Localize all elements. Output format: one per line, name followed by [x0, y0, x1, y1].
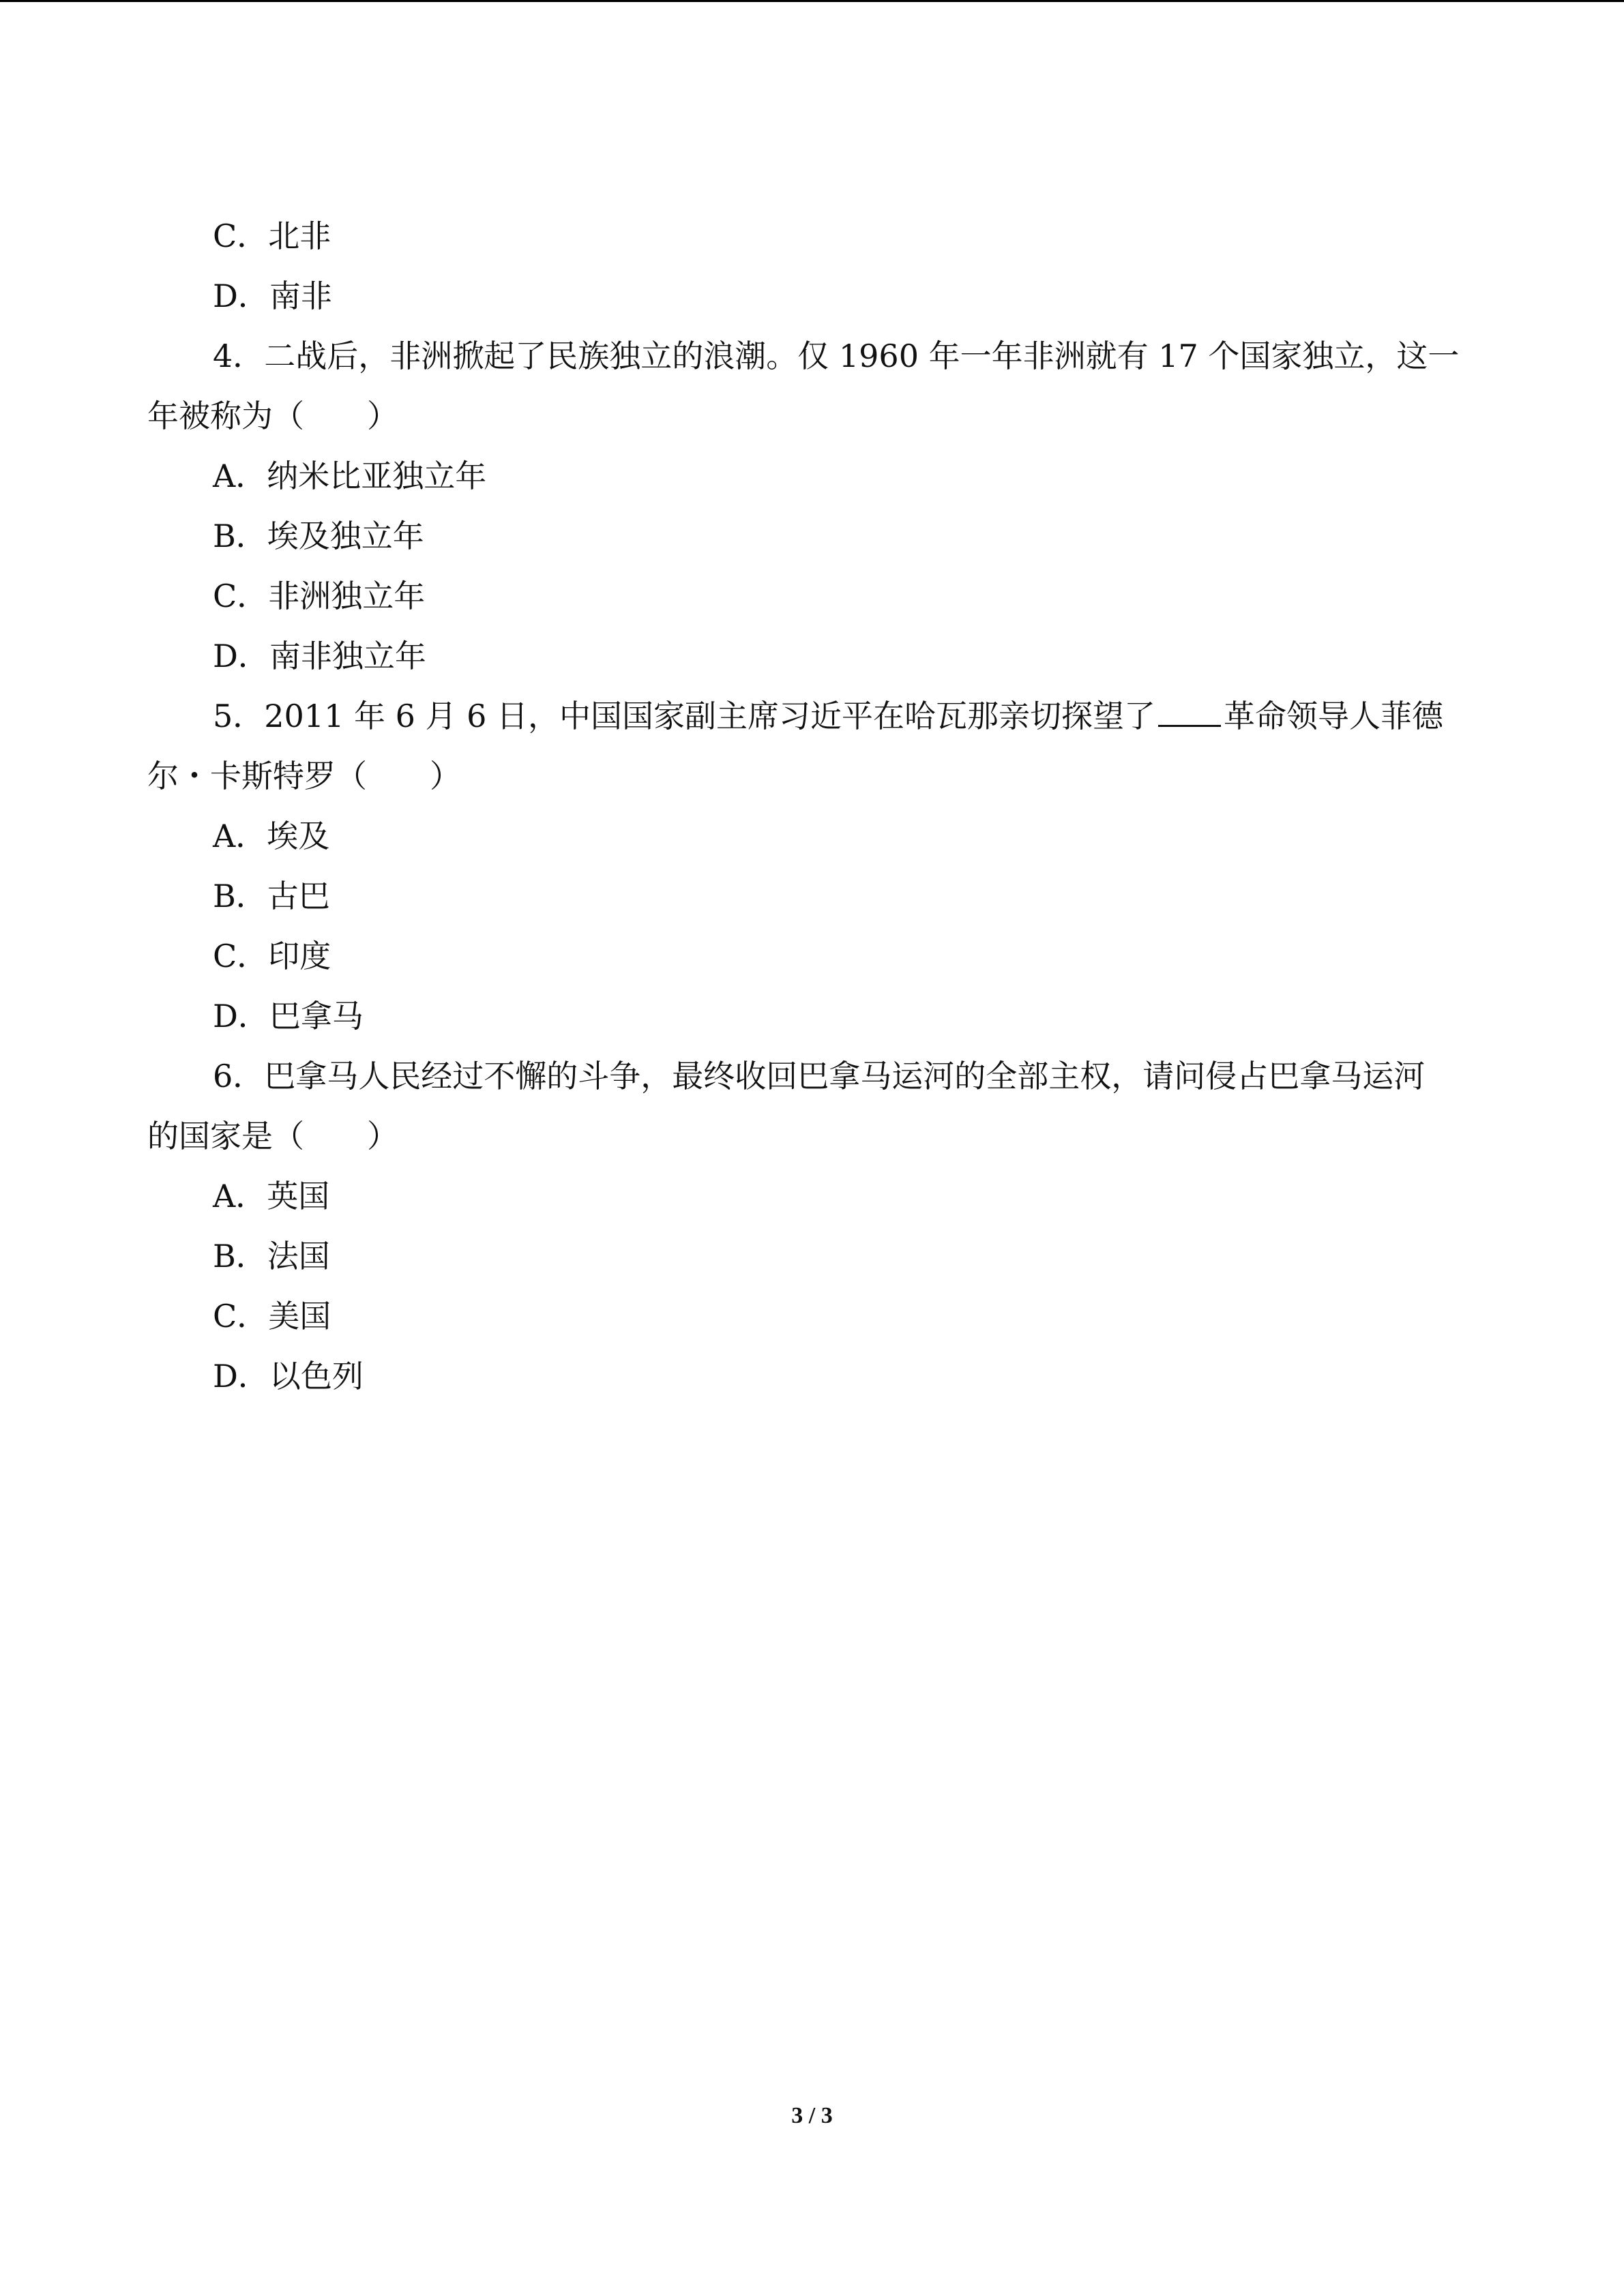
q6-option-d: D．以色列: [213, 1358, 364, 1395]
q4-option-a: A．纳米比亚独立年: [213, 458, 487, 494]
q6-option-b: B．法国: [213, 1238, 330, 1274]
q6-option-c: C．美国: [213, 1298, 331, 1335]
q3-option-d: D．南非: [213, 278, 332, 314]
page-top-border: [0, 0, 1624, 2]
q4-option-c: C．非洲独立年: [213, 578, 426, 614]
q5-option-b: B．古巴: [213, 878, 330, 914]
q4-option-b: B．埃及独立年: [213, 518, 424, 554]
q5-option-a: A．埃及: [213, 818, 330, 854]
q5-option-c: C．印度: [213, 938, 331, 974]
q4-stem-line1: 4．二战后，非洲掀起了民族独立的浪潮。仅 1960 年一年非洲就有 17 个国家独立，这一: [213, 338, 1460, 374]
q5-stem-text-b: 革命领导人菲德: [1223, 698, 1443, 734]
document-body: [147, 206, 1477, 1406]
q6-option-a: A．英国: [213, 1178, 330, 1214]
q5-stem-line1: [147, 686, 1477, 746]
q5-stem-line2: 尔・卡斯特罗（ ）: [147, 758, 461, 794]
q6-stem-line1: 6．巴拿马人民经过不懈的斗争，最终收回巴拿马运河的全部主权，请问侵占巴拿马运河: [213, 1058, 1426, 1094]
q3-option-c: C．北非: [213, 218, 331, 254]
q4-option-d: D．南非独立年: [213, 638, 426, 674]
q4-stem-line2: 年被称为（ ）: [147, 398, 398, 434]
q5-fill-blank: [1158, 698, 1221, 727]
page-number: 3 / 3: [791, 2103, 833, 2128]
q5-option-d: D．巴拿马: [213, 998, 364, 1034]
q6-stem-line2: 的国家是（ ）: [147, 1118, 398, 1154]
q5-stem-text-a: 5．2011 年 6 月 6 日，中国国家副主席习近平在哈瓦那亲切探望了: [213, 698, 1155, 734]
